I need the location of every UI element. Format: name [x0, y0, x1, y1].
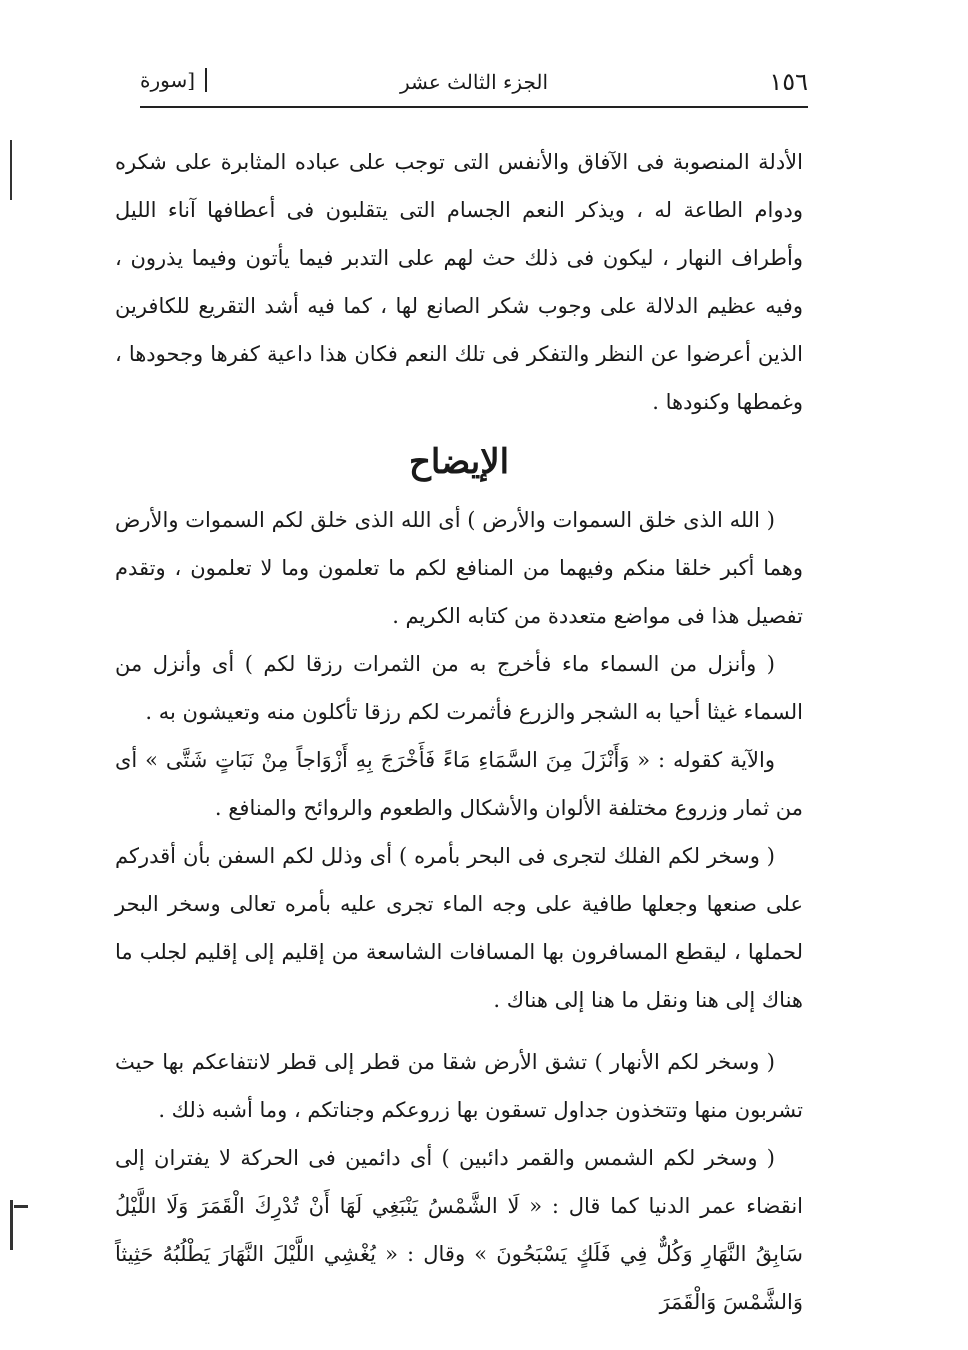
page-number: ١٥٦: [769, 68, 808, 96]
surah-name: [سورة: [140, 68, 207, 92]
page-header: [140, 62, 808, 108]
paragraph: ( وسخر لكم الأنهار ) تشق الأرض شقا من قطر إلى قطر لانتفاعكم بها حيث تشربون منها وتتخذون جداول تسقون بها زروعكم وجناتكم ، وما أشبه ذلك .: [115, 1050, 803, 1122]
margin-tick: [14, 1205, 28, 1208]
paragraph: ( وأنزل من السماء ماء فأخرج به من الثمرات رزقا لكم ) أى وأنزل من السماء غيثا أحيا به الشجر والزرع فأثمرت لكم رزقا تأكلون منه وتعيشون به .: [115, 652, 803, 724]
paragraph-intro: الأدلة المنصوبة فى الآفاق والأنفس التى توجب على عباده المثابرة على شكره ودوام الطاعة له ، ويذكر النعم الجسام التى يتقلبون فى أعطافها آناء الليل وأطراف النهار ، ليكون فى ذلك حث لهم على التدبر فيما يأتون وفيما يذرون ، وفيه عظيم الدلالة على وجوب شكر الصانع لها ، كما فيه أشد التقريع للكافرين الذين أعرضوا عن النظر والتفكر فى تلك النعم فكان هذا داعية كفرها وجحودها ، وغمطها وكنودها .: [115, 150, 803, 414]
page-body: [115, 138, 803, 1326]
paragraph-gap: [115, 1024, 803, 1038]
margin-line: [10, 1200, 13, 1250]
paragraph: ( وسخر لكم الفلك لتجرى فى البحر بأمره ) أى وذلل لكم السفن بأن أقدركم على صنعها وجعلها طافية على وجه الماء تجرى عليه بأمره تعالى وسخر البحر لحملها ، ليقطع المسافرون بها المسافات الشاسعة من إقليم إلى إقليم لجلب ما هناك إلى هنا ونقل ما هنا إلى هناك .: [115, 844, 803, 1012]
paragraph: ( الله الذى خلق السموات والأرض ) أى الله الذى خلق لكم السموات والأرض وهما أكبر خلقا منكم وفيهما من المنافع لكم ما تعلمون وما لا تعلمون ، وتقدم تفصيل هذا فى مواضع متعددة من كتابه الكريم .: [115, 508, 803, 628]
section-heading: الإيضاح: [408, 442, 510, 482]
margin-line: [10, 140, 12, 200]
running-title: الجزء الثالث عشر: [399, 70, 549, 94]
paragraph: ( وسخر لكم الشمس والقمر دائبين ) أى دائمين فى الحركة لا يفتران إلى انقضاء عمر الدنيا كما قال : « لَا الشَّمْسُ يَنْبَغِي لَهَا أَنْ تُدْرِكَ الْقَمَرَ وَلَا اللَّيْلُ سَابِقُ النَّهَارِ وَكُلٌّ فِي فَلَكٍ يَسْبَحُونَ » وقال : « يُغْشِي اللَّيْلَ النَّهَارَ يَطْلُبُهُ حَثِيثاً وَالشَّمْسَ وَالْقَمَرَ: [115, 1146, 803, 1314]
paragraph: والآية كقوله : « وَأَنْزَلَ مِنَ السَّمَاءِ مَاءً فَأَخْرَجَ بِهِ أَزْوَاجاً مِنْ نَبَاتٍ شَتَّى » أى من ثمار وزروع مختلفة الألوان والأشكال والطعوم والروائح والمنافع .: [115, 748, 803, 820]
